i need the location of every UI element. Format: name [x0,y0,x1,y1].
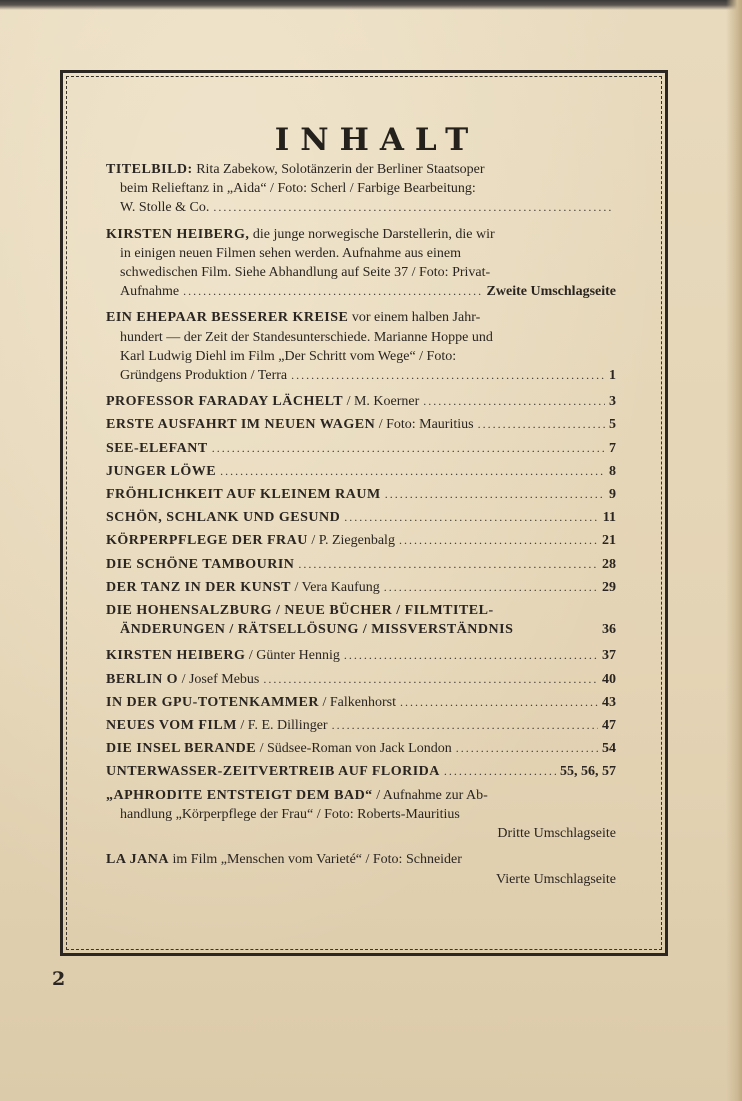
toc-heading: PROFESSOR FARADAY LÄCHELT [106,394,344,410]
toc-text [106,762,440,781]
toc-line [106,392,616,411]
toc-entry [106,508,616,527]
toc-page-number: 36 [602,622,616,638]
page-edge [726,0,742,1101]
toc-heading: FRÖHLICHKEIT AUF KLEINEM RAUM [106,487,381,503]
toc-entry [106,225,616,302]
toc-text [106,531,395,550]
toc-page-ref: Vierte Umschlagseite [495,871,616,887]
toc-heading: KÖRPERPFLEGE DER FRAU [106,533,308,549]
toc-line [106,578,616,597]
toc-line [106,693,616,712]
toc-text [120,328,493,347]
toc-text [120,198,209,217]
toc-heading: KIRSTEN HEIBERG, [106,226,250,242]
leader-dots [291,366,605,385]
toc-heading: TITELBILD: [106,162,193,177]
toc-text [106,578,380,597]
toc-entry [106,646,616,665]
toc-description: / M. Koerner [343,394,420,410]
toc-line [106,739,616,758]
leader-dots [444,762,556,781]
toc-page-number: Zweite Umschlagseite [486,284,616,300]
toc-entry [106,392,616,411]
leader-dots [298,555,598,574]
toc-description: Karl Ludwig Diehl im Film „Der Schritt vom Wege“ / Foto: [120,348,457,364]
toc-heading: KIRSTEN HEIBERG [106,648,246,664]
leader-dots [344,646,598,665]
toc-heading: IN DER GPU-TOTENKAMMER [106,694,319,710]
toc-entry [106,415,616,434]
toc-line [106,805,616,824]
toc-description: / Vera Kaufung [291,579,380,595]
toc-page-number: 37 [602,648,616,664]
toc-description: Rita Zabekow, Solotänzerin der Berliner Staatsoper [192,162,485,177]
toc-heading: UNTERWASSER-ZEITVERTREIB AUF FLORIDA [106,764,440,780]
toc-entry [106,786,616,844]
leader-dots [456,739,598,758]
toc-page-number: 11 [602,510,616,526]
toc-entry [106,601,616,639]
toc-text [120,620,513,639]
toc-page-number: 55, 56, 57 [560,764,616,780]
toc-line [106,263,616,282]
toc-text [106,160,485,179]
leader-dots [384,578,598,597]
toc-text [120,366,287,385]
toc-line [106,508,616,527]
toc-entry [106,578,616,597]
toc-text [120,805,460,824]
toc-page-number: 1 [609,368,616,384]
toc-line [106,179,616,198]
toc-heading: NEUES VOM FILM [106,718,237,734]
toc-heading: DIE SCHÖNE TAMBOURIN [106,556,295,572]
toc-line [106,646,616,665]
toc-heading: BERLIN O [106,671,179,687]
toc-heading: LA JANA [106,852,170,868]
toc-description: / Josef Mebus [178,671,260,687]
toc-line [106,282,616,301]
toc-line [106,620,616,639]
toc-entry [106,531,616,550]
toc-text [106,850,462,869]
toc-description: / Aufnahme zur Ab- [372,787,488,803]
toc-heading: DER TANZ IN DER KUNST [106,579,292,595]
toc-description: hundert — der Zeit der Standesunterschiede. Marianne Hoppe und [120,329,493,345]
toc-line [106,244,616,263]
leader-dots [263,670,598,689]
leader-dots [400,693,598,712]
toc-page-number: 40 [602,671,616,687]
toc-heading: JUNGER LÖWE [106,463,217,479]
toc-text [106,462,216,481]
toc-line [106,462,616,481]
toc-description: in einigen neuen Filmen sehen werden. Aufnahme aus einem [120,245,461,261]
toc-heading: ERSTE AUSFAHRT IM NEUEN WAGEN [106,417,376,433]
toc-line [106,485,616,504]
toc-entry [106,462,616,481]
toc-description: / Südsee-Roman von Jack London [256,741,452,757]
toc-text [120,347,456,366]
leader-dots [332,716,598,735]
top-shadow [0,0,742,10]
page-title: INHALT [274,122,480,158]
toc-description: im Film „Menschen vom Varieté“ / Foto: Schneider [169,852,462,868]
toc-entry [106,485,616,504]
toc-description: schwedischen Film. Siehe Abhandlung auf Seite 37 / Foto: Privat- [120,265,491,281]
toc-text [120,179,476,198]
toc-heading: „APHRODITE ENTSTEIGT DEM BAD“ [106,787,373,803]
toc-line [106,670,616,689]
toc-heading: DIE HOHENSALZBURG / NEUE BÜCHER / FILMTITEL- [106,603,494,619]
toc-page-number: 3 [609,394,616,410]
toc-line [106,439,616,458]
toc-text [106,225,495,244]
toc-description: Gründgens Produktion / Terra [120,368,288,384]
toc-text [106,415,474,434]
toc-text [106,508,340,527]
toc-text [106,739,452,758]
toc-line [106,308,616,327]
toc-page-number: 54 [602,741,616,757]
toc-heading: ÄNDERUNGEN / RÄTSELLÖSUNG / MISSVERSTÄNDNIS [120,622,514,638]
toc-line [106,762,616,781]
toc-line [106,225,616,244]
toc-line [106,555,616,574]
toc-page-number: 43 [602,694,616,710]
leader-dots [344,508,599,527]
toc-page-number: 28 [602,556,616,572]
leader-dots [478,415,605,434]
toc-entry [106,160,616,218]
toc-description: / F. E. Dillinger [236,718,328,734]
toc-description: Aufnahme [120,284,180,300]
toc-text [106,555,294,574]
leader-dots [212,439,605,458]
toc-page-number: 5 [609,417,616,433]
toc-line [106,415,616,434]
toc-line [106,786,616,805]
toc-entry [106,555,616,574]
toc-page-number: 29 [602,579,616,595]
toc-line [106,531,616,550]
toc-description: die junge norwegische Darstellerin, die wir [249,226,495,242]
toc-text [120,263,490,282]
toc-text [106,716,328,735]
toc-line [106,198,616,217]
toc-description: handlung „Körperpflege der Frau“ / Foto: Roberts-Mauritius [120,806,460,822]
toc-text [106,670,259,689]
leader-dots [399,531,598,550]
leader-dots [183,282,482,301]
toc-text [106,601,494,620]
toc-text [106,439,208,458]
leader-dots [423,392,605,411]
leader-dots [213,198,612,217]
toc-entry [106,739,616,758]
toc-line [106,160,616,179]
toc-entry [106,762,616,781]
toc-line [106,347,616,366]
toc-text [106,392,419,411]
leader-dots [220,462,605,481]
toc-entry [106,670,616,689]
leader-dots [385,485,605,504]
toc-line [106,366,616,385]
toc-page-number: 7 [609,440,616,456]
toc-text [120,282,179,301]
toc-text [106,308,480,327]
toc-entry [106,716,616,735]
toc-page-number: 47 [602,718,616,734]
toc-text [106,485,381,504]
toc-heading: SEE-ELEFANT [106,440,208,456]
toc-line [106,601,616,620]
toc-heading: EIN EHEPAAR BESSERER KREISE [106,310,349,326]
toc-page-ref: Dritte Umschlagseite [497,826,616,842]
table-of-contents [106,160,616,896]
toc-text [120,244,461,263]
toc-text [106,693,396,712]
toc-line [106,328,616,347]
toc-description: / Günter Hennig [245,648,340,664]
toc-line [106,850,616,869]
toc-description: vor einem halben Jahr- [348,310,481,326]
page-number: 2 [52,968,66,990]
toc-text [106,646,340,665]
toc-description: beim Relieftanz in „Aida“ / Foto: Scherl / Farbige Bearbeitung: [120,181,476,197]
toc-description: / P. Ziegenbalg [307,533,395,549]
toc-page-number: 8 [609,463,616,479]
toc-description: W. Stolle & Co. [120,200,210,216]
toc-entry [106,693,616,712]
toc-description: / Foto: Mauritius [375,417,474,433]
toc-line [106,716,616,735]
toc-text [106,786,488,805]
toc-description: / Falkenhorst [318,694,396,710]
toc-entry [106,439,616,458]
toc-entry [106,850,616,888]
toc-heading: SCHÖN, SCHLANK UND GESUND [106,510,341,526]
toc-page-number: 21 [602,533,616,549]
toc-entry [106,308,616,385]
toc-heading: DIE INSEL BERANDE [106,741,257,757]
toc-page-number: 9 [609,487,616,503]
